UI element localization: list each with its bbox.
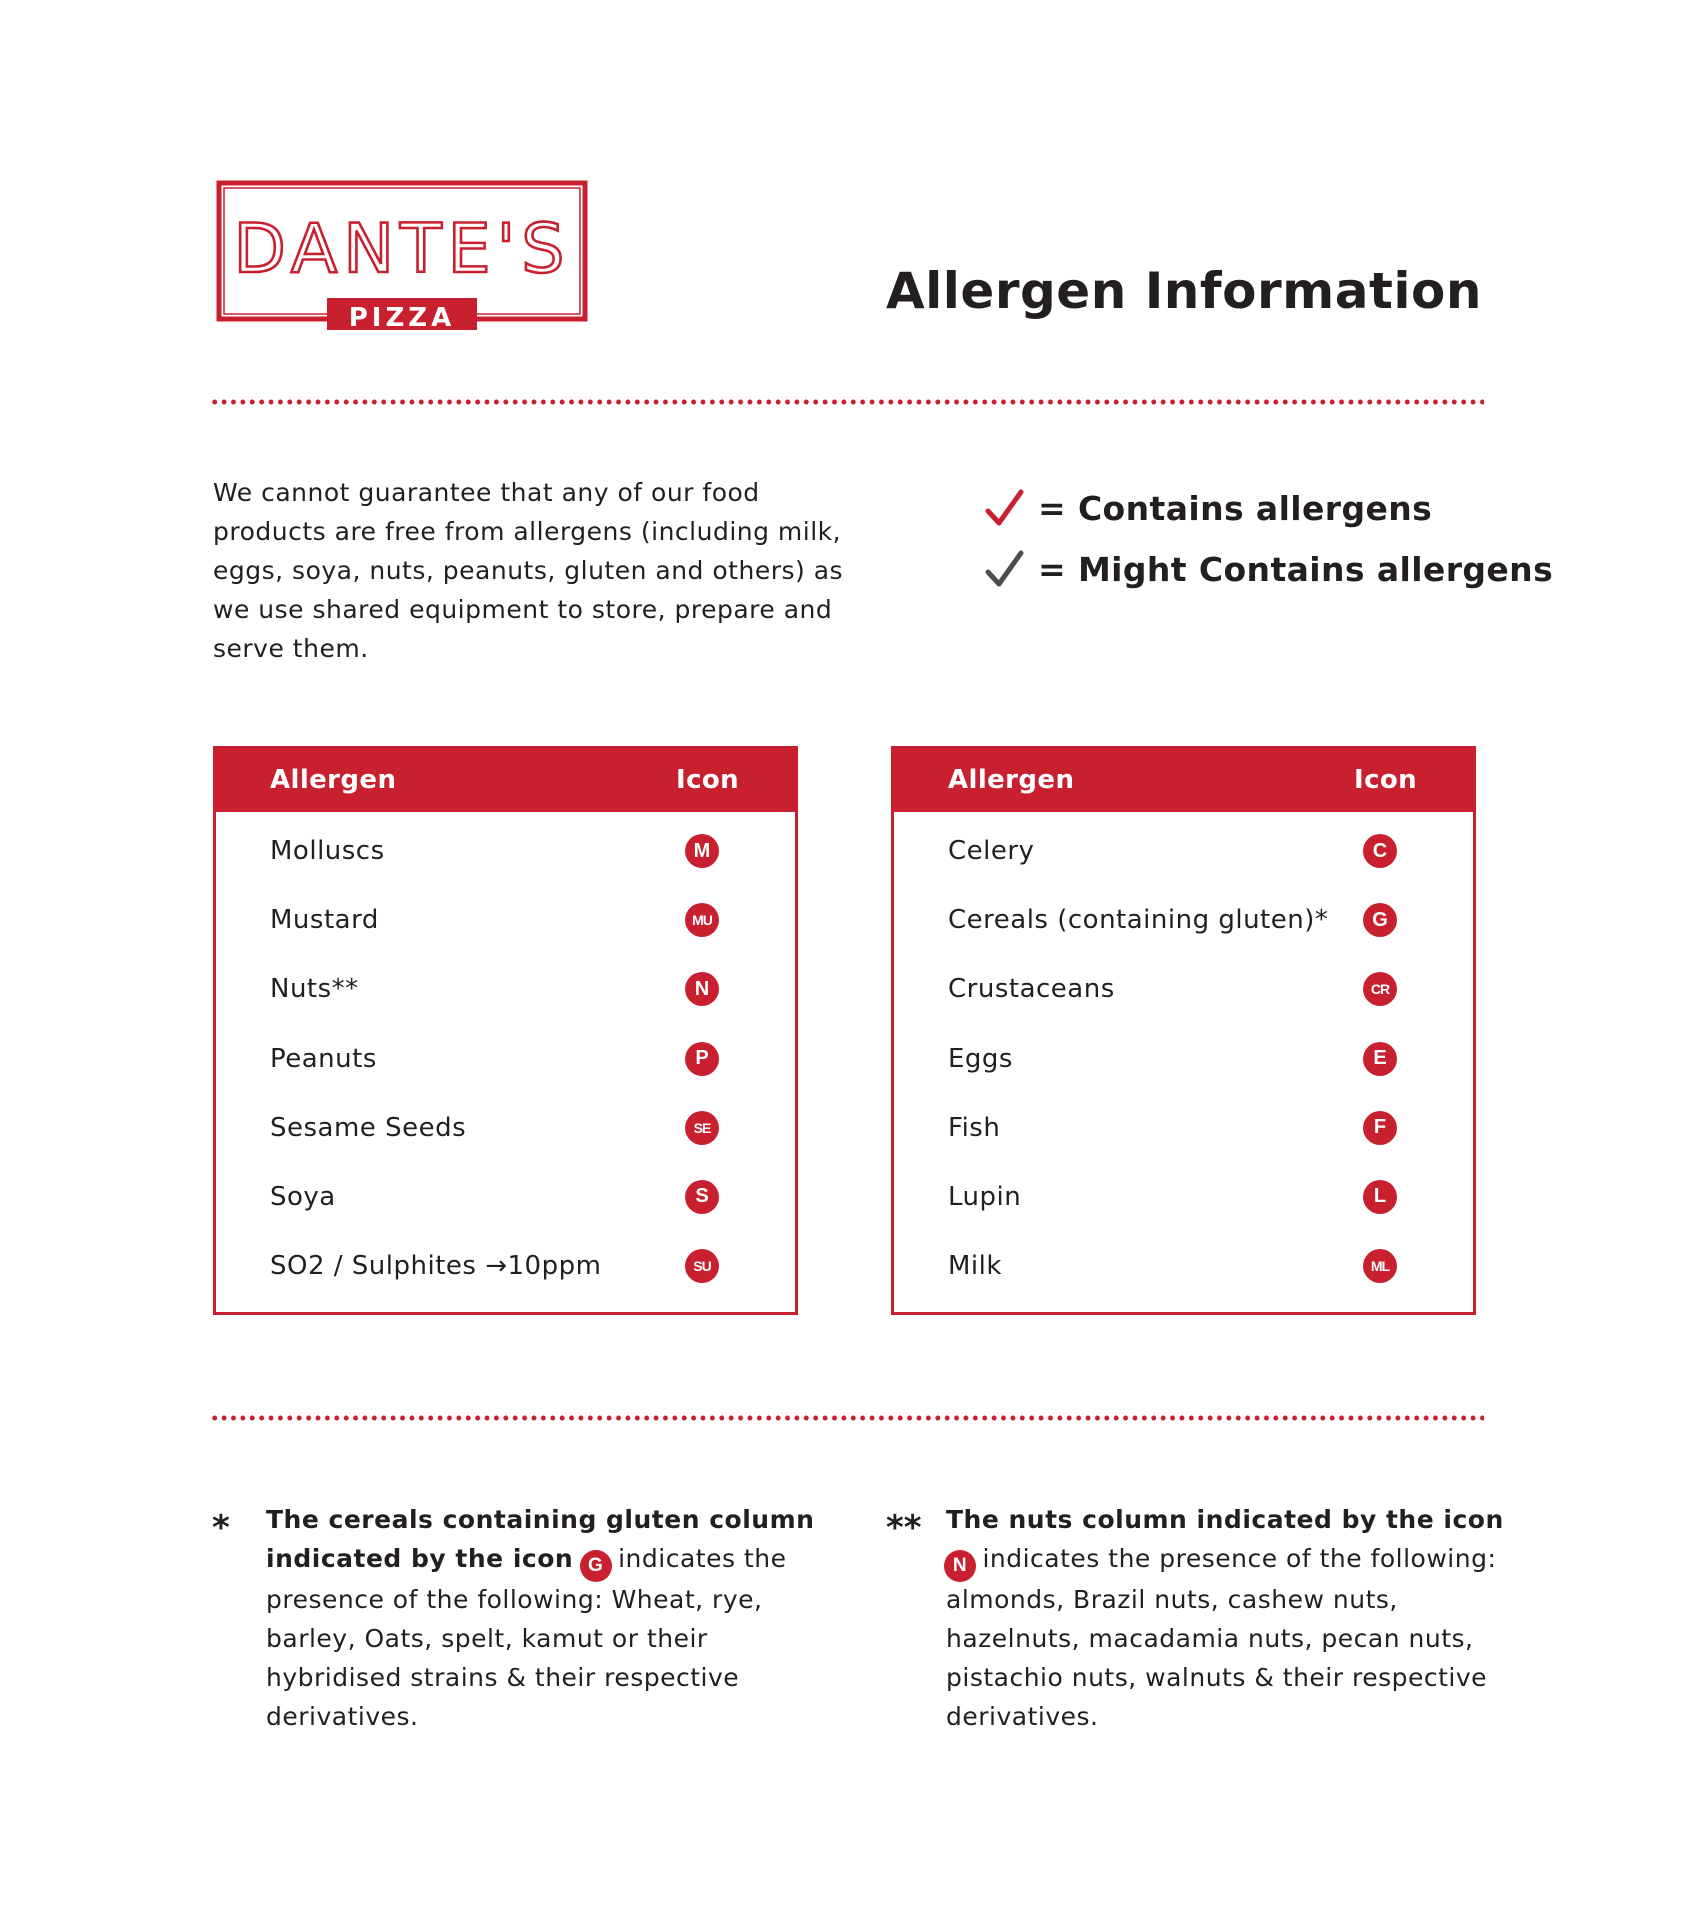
footnote-gluten-rest: indicates the presence of the following: Wheat, rye, barley, Oats, spelt, kamut or their hybridised strains & their respective derivatives. (266, 1544, 787, 1731)
legend-might-contain-label: = Might Contains allergens (1038, 550, 1554, 589)
footnote-gluten-lead: The cereals containing gluten column indicated by the icon (266, 1505, 815, 1573)
gluten-icon: G (582, 1552, 610, 1580)
allergen-name: Eggs (948, 1043, 1013, 1074)
allergen-name: Peanuts (270, 1043, 377, 1074)
soya-icon: S (687, 1182, 717, 1212)
table-row (216, 887, 795, 956)
table-row (894, 887, 1473, 956)
footnote-double-asterisk: ** (886, 1508, 922, 1548)
allergen-name: Mustard (270, 905, 379, 936)
legend-contains-label: = Contains allergens (1038, 489, 1433, 528)
allergen-table-left (213, 746, 798, 1315)
table-header (894, 749, 1473, 812)
peanuts-icon: P (687, 1044, 717, 1074)
footnote-nuts (946, 1500, 1526, 1736)
footnote-nuts-rest: indicates the presence of the following: almonds, Brazil nuts, cashew nuts, hazelnuts, macadamia nuts, pecan nuts, pistachio nuts, walnuts & their respective derivatives. (946, 1544, 1497, 1731)
legend-might-contain (982, 539, 1553, 600)
table-row (216, 1233, 795, 1302)
logo-subtitle: PIZZA (348, 303, 456, 330)
allergen-table-right (891, 746, 1476, 1315)
nuts-icon: N (946, 1552, 974, 1580)
table-row (216, 1164, 795, 1233)
nuts-icon: N (687, 974, 717, 1004)
legend (982, 478, 1553, 600)
footnote-asterisk: * (212, 1508, 230, 1548)
allergen-name: Crustaceans (948, 974, 1115, 1005)
logo-wordmark: DANTE'S (233, 210, 571, 289)
sulphites-icon: SU (687, 1251, 717, 1281)
allergen-name: Lupin (948, 1181, 1022, 1212)
sesame-seeds-icon: SE (687, 1113, 717, 1143)
fish-icon: F (1365, 1113, 1395, 1143)
table-row (216, 1026, 795, 1095)
column-header-icon: Icon (1354, 765, 1418, 795)
page-title: Allergen Information (885, 262, 1482, 320)
milk-icon: ML (1365, 1251, 1395, 1281)
red-check-icon (982, 486, 1028, 532)
allergen-name: Soya (270, 1181, 336, 1212)
celery-icon: C (1365, 836, 1395, 866)
grey-check-icon (982, 547, 1028, 593)
table-row (894, 1026, 1473, 1095)
column-header-allergen: Allergen (270, 765, 397, 795)
column-header-allergen: Allergen (948, 765, 1075, 795)
dotted-divider-bottom (210, 1415, 1484, 1421)
table-row (894, 1164, 1473, 1233)
eggs-icon: E (1365, 1044, 1395, 1074)
crustaceans-icon: CR (1365, 974, 1395, 1004)
allergen-name: Sesame Seeds (270, 1112, 467, 1143)
allergen-name: Nuts** (270, 974, 359, 1005)
table-row (216, 818, 795, 887)
allergen-name: SO2 / Sulphites →10ppm (270, 1251, 602, 1282)
footnote-gluten (266, 1500, 846, 1736)
gluten-icon: G (1365, 905, 1395, 935)
table-row (894, 1095, 1473, 1164)
allergen-name: Fish (948, 1112, 1001, 1143)
allergen-name: Milk (948, 1251, 1002, 1282)
table-row (894, 818, 1473, 887)
dotted-divider-top (210, 399, 1484, 405)
column-header-icon: Icon (676, 765, 740, 795)
footnote-nuts-lead: The nuts column indicated by the icon (946, 1505, 1504, 1534)
legend-contains (982, 478, 1553, 539)
dantes-pizza-logo (216, 180, 588, 330)
table-row (894, 956, 1473, 1025)
intro-text: We cannot guarantee that any of our food products are free from allergens (including milk, eggs, soya, nuts, peanuts, gluten and others) as we use shared equipment to store, prepare and serve them. (213, 478, 844, 663)
allergen-name: Cereals (containing gluten)* (948, 905, 1329, 936)
table-row (216, 1095, 795, 1164)
allergen-name: Celery (948, 836, 1035, 866)
molluscs-icon: M (687, 836, 717, 866)
table-header (216, 749, 795, 812)
mustard-icon: MU (687, 905, 717, 935)
lupin-icon: L (1365, 1182, 1395, 1212)
table-row (216, 956, 795, 1025)
table-row (894, 1233, 1473, 1302)
allergen-name: Molluscs (270, 836, 385, 866)
